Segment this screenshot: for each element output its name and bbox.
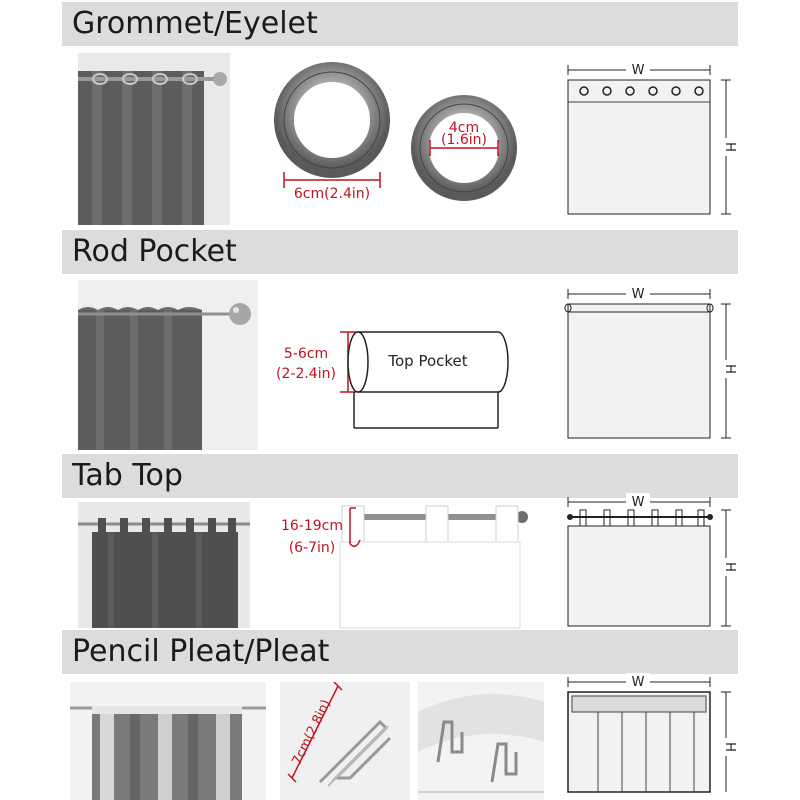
section-header-rod-pocket — [62, 230, 738, 274]
tab-size-in: (6-7in) — [288, 540, 336, 556]
pleat-tape-illustration — [418, 682, 544, 800]
tab-top-illustration — [270, 500, 530, 630]
grommet-diagram — [560, 58, 750, 218]
width-label: W — [631, 675, 645, 690]
height-label: H — [722, 364, 737, 374]
rod-pocket-diagram — [560, 284, 750, 444]
section-header-grommet — [62, 2, 738, 46]
tab-top-curtain-illustration — [78, 502, 250, 628]
section-title: Rod Pocket — [72, 234, 237, 269]
height-label: H — [722, 142, 737, 152]
pleat-tape-photo — [418, 682, 544, 800]
pocket-label: Top Pocket — [388, 352, 468, 370]
tab-size-cm: 16-19cm — [280, 518, 344, 534]
section-title: Tab Top — [72, 458, 183, 493]
pencil-pleat-diagram — [560, 672, 750, 792]
pencil-pleat-curtain-illustration — [70, 682, 266, 800]
rod-pocket-curtain-illustration — [78, 280, 258, 450]
width-label: W — [631, 495, 645, 510]
grommet-curtain-illustration — [78, 53, 230, 225]
pocket-size-cm: 5-6cm — [283, 346, 329, 362]
inner-ring-size-in: (1.6in) — [441, 132, 487, 148]
rod-pocket-illustration — [270, 322, 510, 442]
grommet-rings-illustration — [270, 60, 530, 220]
inner-ring-size-cm: 4cm — [448, 120, 480, 136]
width-label: W — [631, 287, 645, 302]
height-label: H — [722, 562, 737, 572]
section-header-pencil-pleat — [62, 630, 738, 674]
rod-pocket-curtain-photo — [78, 280, 258, 450]
pleat-hook-photo — [280, 682, 410, 800]
hook-size: 7cm(2.8in) — [289, 697, 335, 768]
grommet-curtain-photo — [78, 53, 230, 225]
tab-top-curtain-photo — [78, 502, 250, 628]
outer-ring-size: 6cm(2.4in) — [293, 186, 371, 202]
section-title: Grommet/Eyelet — [72, 6, 318, 41]
pleat-hook-illustration — [280, 682, 410, 800]
pencil-pleat-curtain-photo — [70, 682, 266, 800]
tab-top-diagram — [560, 492, 750, 632]
pocket-size-in: (2-2.4in) — [276, 366, 336, 382]
height-label: H — [722, 742, 737, 752]
width-label: W — [631, 63, 645, 78]
section-title: Pencil Pleat/Pleat — [72, 634, 330, 669]
